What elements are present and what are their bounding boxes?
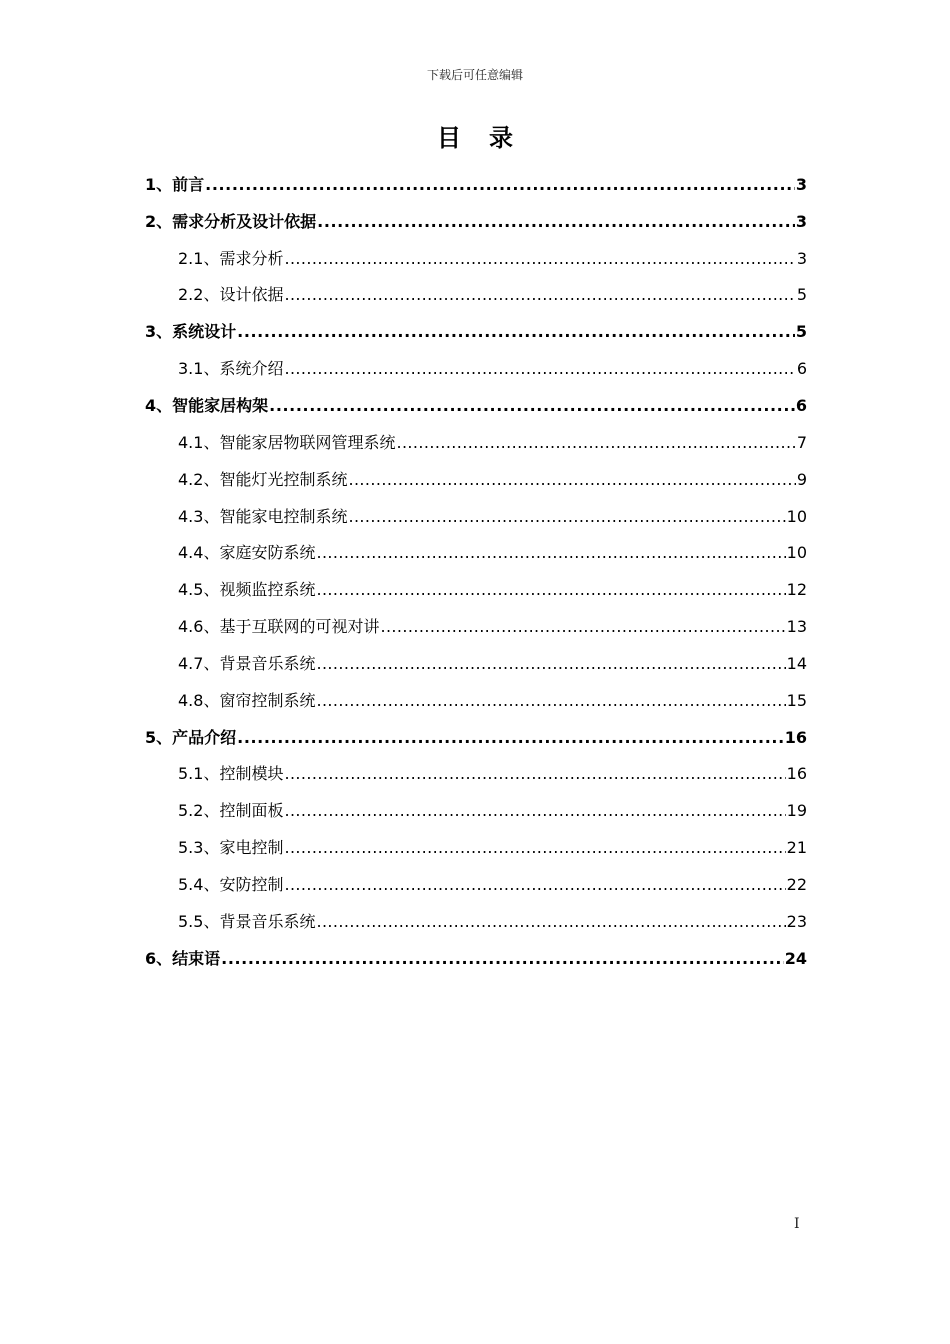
toc-row: [145, 246, 807, 269]
toc-entry-page: 23: [786, 911, 807, 931]
toc-dot-leader: [284, 875, 785, 894]
toc-entry-label: 5.1、控制模块: [178, 764, 284, 784]
toc-entry-page: 3: [795, 211, 807, 231]
toc-entry-section[interactable]: [145, 349, 807, 386]
toc-entry-section[interactable]: [145, 755, 807, 792]
toc-entry-section[interactable]: [145, 533, 807, 570]
toc-row: [145, 614, 807, 637]
toc-entry-section[interactable]: [145, 570, 807, 607]
page-header: 下载后可任意编辑: [426, 68, 523, 82]
toc-entry-label: 4.8、窗帘控制系统: [178, 690, 316, 710]
toc-entry-section[interactable]: [145, 239, 807, 276]
toc-entry-page: 5: [796, 285, 807, 305]
toc-entry-page: 16: [786, 764, 807, 784]
toc-entry-section[interactable]: [145, 460, 807, 497]
toc-row: [145, 467, 807, 490]
toc-dot-leader: [316, 691, 785, 710]
toc-entry-section[interactable]: [145, 902, 807, 939]
toc-row: [145, 504, 807, 527]
toc-entry-section[interactable]: [145, 828, 807, 865]
toc-entry-page: 12: [786, 580, 807, 600]
toc-entry-label: 4.7、背景音乐系统: [178, 653, 316, 673]
toc-entry-label: 2、需求分析及设计依据: [145, 211, 317, 231]
toc-dot-leader: [284, 764, 785, 783]
toc-entry-chapter[interactable]: [145, 202, 807, 239]
toc-entry-page: 9: [796, 469, 807, 489]
toc-row: [145, 835, 807, 858]
toc-entry-label: 5.4、安防控制: [178, 874, 284, 894]
toc-entry-label: 4.3、智能家电控制系统: [178, 506, 348, 526]
toc-dot-leader: [316, 543, 785, 562]
toc-entry-page: 6: [795, 395, 807, 415]
toc-row: [145, 946, 807, 969]
toc-entry-section[interactable]: [145, 276, 807, 313]
toc-entry-page: 24: [784, 948, 807, 968]
toc-dot-leader: [284, 359, 795, 378]
toc-row: [145, 393, 807, 416]
toc-dot-leader: [237, 322, 795, 341]
toc-dot-leader: [316, 580, 785, 599]
toc-dot-leader: [221, 949, 784, 968]
toc-entry-chapter[interactable]: [145, 939, 807, 976]
toc-row: [145, 577, 807, 600]
toc-entry-section[interactable]: [145, 497, 807, 534]
toc-entry-page: 22: [786, 874, 807, 894]
toc-entry-section[interactable]: [145, 644, 807, 681]
toc-entry-label: 4.6、基于互联网的可视对讲: [178, 617, 380, 637]
toc-entry-label: 1、前言: [145, 174, 205, 194]
toc-row: [145, 282, 807, 305]
toc-row: [145, 319, 807, 342]
toc-entry-page: 7: [796, 432, 807, 452]
page-number: I: [794, 1216, 800, 1232]
toc-row: [145, 798, 807, 821]
toc-row: [145, 872, 807, 895]
toc-entry-label: 3、系统设计: [145, 322, 237, 342]
toc-dot-leader: [269, 396, 795, 415]
toc-entry-label: 4.4、家庭安防系统: [178, 543, 316, 563]
toc-entry-section[interactable]: [145, 681, 807, 718]
toc-entry-page: 19: [786, 801, 807, 821]
toc-entry-label: 4.1、智能家居物联网管理系统: [178, 432, 396, 452]
toc-dot-leader: [237, 728, 784, 747]
toc-row: [145, 761, 807, 784]
toc-entry-page: 13: [786, 617, 807, 637]
toc-entry-label: 3.1、系统介绍: [178, 359, 284, 379]
toc-entry-label: 2.2、设计依据: [178, 285, 284, 305]
toc-dot-leader: [316, 912, 785, 931]
toc-dot-leader: [284, 285, 795, 304]
toc-dot-leader: [396, 433, 795, 452]
toc-dot-leader: [284, 838, 785, 857]
toc-row: [145, 651, 807, 674]
toc-entry-chapter[interactable]: [145, 165, 807, 202]
toc-dot-leader: [284, 249, 795, 268]
toc-entry-page: 10: [786, 506, 807, 526]
toc-entry-page: 15: [786, 690, 807, 710]
toc-entry-chapter[interactable]: [145, 312, 807, 349]
toc-entry-section[interactable]: [145, 865, 807, 902]
toc-row: [145, 909, 807, 932]
toc-entry-chapter[interactable]: [145, 718, 807, 755]
toc-row: [145, 430, 807, 453]
toc-entry-label: 5.5、背景音乐系统: [178, 911, 316, 931]
toc-entry-label: 4.2、智能灯光控制系统: [178, 469, 348, 489]
toc-entry-page: 14: [786, 653, 807, 673]
toc-row: [145, 725, 807, 748]
toc-entry-label: 2.1、需求分析: [178, 248, 284, 268]
toc-dot-leader: [348, 507, 785, 526]
toc-entry-page: 3: [796, 248, 807, 268]
toc-entry-page: 6: [796, 359, 807, 379]
toc-dot-leader: [284, 801, 785, 820]
toc-dot-leader: [316, 654, 785, 673]
toc-entry-page: 3: [795, 174, 807, 194]
toc-entry-section[interactable]: [145, 423, 807, 460]
toc-row: [145, 209, 807, 232]
toc-dot-leader: [348, 470, 795, 489]
toc-dot-leader: [380, 617, 785, 636]
toc-entry-page: 10: [786, 543, 807, 563]
toc-dot-leader: [317, 212, 795, 231]
toc-entry-section[interactable]: [145, 607, 807, 644]
toc-entry-label: 4.5、视频监控系统: [178, 580, 316, 600]
toc-entry-label: 4、智能家居构架: [145, 395, 269, 415]
toc-entry-label: 5、产品介绍: [145, 727, 237, 747]
toc-entry-chapter[interactable]: [145, 386, 807, 423]
toc-entry-page: 16: [784, 727, 807, 747]
toc-entry-label: 6、结束语: [145, 948, 221, 968]
toc-row: [145, 172, 807, 195]
toc-entry-page: 21: [786, 838, 807, 858]
toc-dot-leader: [205, 175, 795, 194]
table-of-contents: [145, 165, 807, 976]
toc-entry-section[interactable]: [145, 791, 807, 828]
toc-entry-label: 5.2、控制面板: [178, 801, 284, 821]
page-title: 目录: [437, 124, 541, 152]
toc-row: [145, 356, 807, 379]
toc-row: [145, 540, 807, 563]
toc-entry-page: 5: [795, 322, 807, 342]
toc-row: [145, 688, 807, 711]
toc-entry-label: 5.3、家电控制: [178, 838, 284, 858]
